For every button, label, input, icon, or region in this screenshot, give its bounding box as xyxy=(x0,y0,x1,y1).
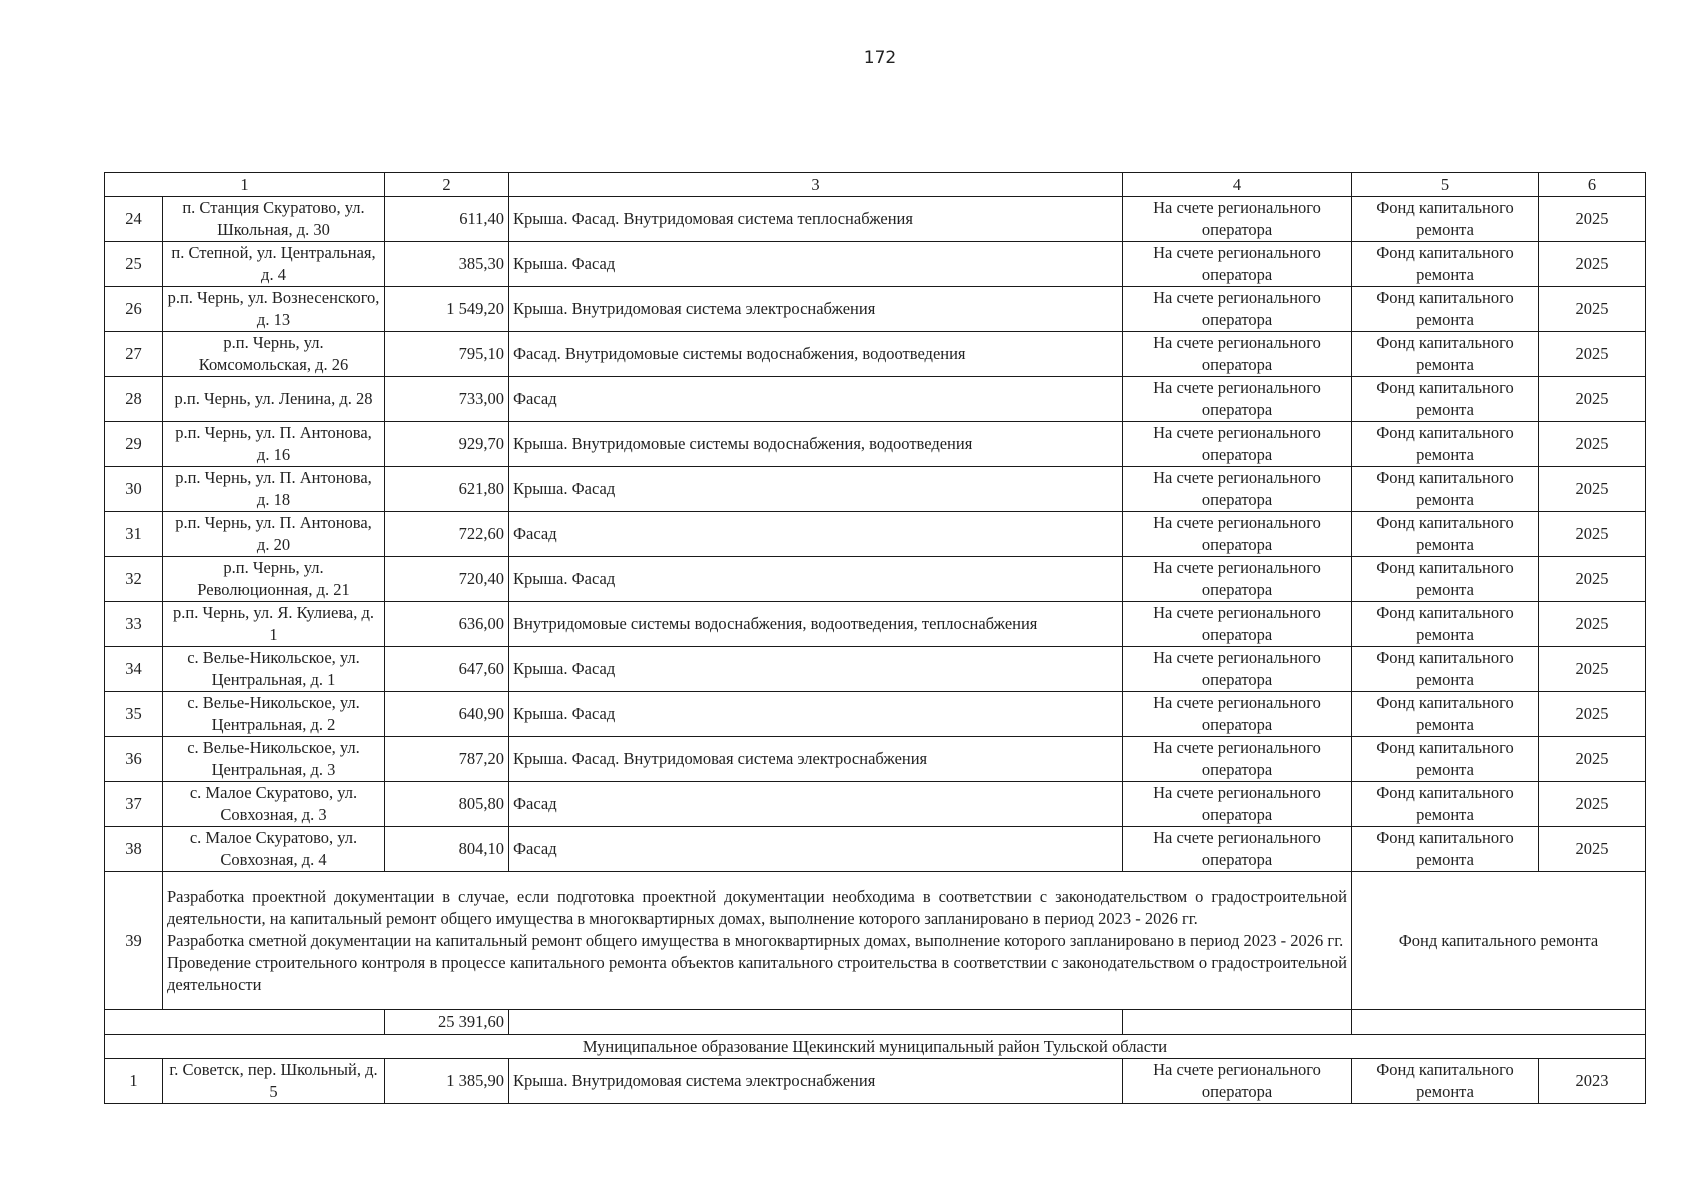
works-cell: Крыша. Фасад xyxy=(509,467,1123,512)
area-cell: 647,60 xyxy=(385,647,509,692)
row-number: 33 xyxy=(105,602,163,647)
area-cell: 640,90 xyxy=(385,692,509,737)
row-number: 32 xyxy=(105,557,163,602)
row-number: 27 xyxy=(105,332,163,377)
area-cell: 733,00 xyxy=(385,377,509,422)
table-row-39 xyxy=(105,872,1646,1010)
account-cell: На счете регионального оператора xyxy=(1123,422,1352,467)
table-row xyxy=(105,197,1646,242)
funding-source-cell: Фонд капитального ремонта xyxy=(1352,422,1539,467)
column-header-2: 2 xyxy=(385,173,509,197)
year-cell: 2025 xyxy=(1539,467,1646,512)
area-cell: 385,30 xyxy=(385,242,509,287)
year-cell: 2025 xyxy=(1539,647,1646,692)
description-paragraph: Разработка сметной документации на капитальный ремонт общего имущества в многоквартирных домах, выполнение которого запланировано в период 2023 - 2026 гг. xyxy=(167,930,1344,950)
account-cell: На счете регионального оператора xyxy=(1123,647,1352,692)
row-number: 31 xyxy=(105,512,163,557)
account-cell: На счете регионального оператора xyxy=(1123,1059,1352,1104)
account-cell: На счете регионального оператора xyxy=(1123,332,1352,377)
column-header-1: 1 xyxy=(105,173,385,197)
table-row xyxy=(105,692,1646,737)
table-row xyxy=(105,782,1646,827)
row-number: 28 xyxy=(105,377,163,422)
capital-repair-table xyxy=(104,172,1646,1104)
area-cell: 795,10 xyxy=(385,332,509,377)
address-cell: с. Малое Скуратово, ул. Совхозная, д. 3 xyxy=(163,782,385,827)
table-row xyxy=(105,827,1646,872)
funding-source-cell: Фонд капитального ремонта xyxy=(1352,332,1539,377)
funding-source-cell: Фонд капитального ремонта xyxy=(1352,602,1539,647)
empty-cell xyxy=(1123,1010,1352,1035)
description-paragraph: Проведение строительного контроля в процессе капитального ремонта объектов капитального строительства в соответствии с законодательством о градостроительной деятельности xyxy=(167,952,1347,994)
account-cell: На счете регионального оператора xyxy=(1123,827,1352,872)
address-cell: с. Велье-Никольское, ул. Центральная, д. 2 xyxy=(163,692,385,737)
table-row xyxy=(105,1059,1646,1104)
year-cell: 2025 xyxy=(1539,827,1646,872)
funding-source-cell: Фонд капитального ремонта xyxy=(1352,737,1539,782)
row-number: 30 xyxy=(105,467,163,512)
area-cell: 621,80 xyxy=(385,467,509,512)
works-cell: Крыша. Фасад. Внутридомовая система электроснабжения xyxy=(509,737,1123,782)
address-cell: р.п. Чернь, ул. Я. Кулиева, д. 1 xyxy=(163,602,385,647)
row-number: 1 xyxy=(105,1059,163,1104)
year-cell: 2023 xyxy=(1539,1059,1646,1104)
row-39-description xyxy=(163,872,1352,1010)
area-cell: 636,00 xyxy=(385,602,509,647)
area-cell: 929,70 xyxy=(385,422,509,467)
funding-source-cell: Фонд капитального ремонта xyxy=(1352,692,1539,737)
works-cell: Крыша. Внутридомовые системы водоснабжения, водоотведения xyxy=(509,422,1123,467)
empty-cell xyxy=(509,1010,1123,1035)
table-row xyxy=(105,512,1646,557)
area-cell: 722,60 xyxy=(385,512,509,557)
column-number-row xyxy=(105,173,1646,197)
address-cell: р.п. Чернь, ул. Вознесенского, д. 13 xyxy=(163,287,385,332)
funding-source-cell: Фонд капитального ремонта xyxy=(1352,827,1539,872)
row-number: 34 xyxy=(105,647,163,692)
column-header-5: 5 xyxy=(1352,173,1539,197)
year-cell: 2025 xyxy=(1539,737,1646,782)
works-cell: Фасад. Внутридомовые системы водоснабжения, водоотведения xyxy=(509,332,1123,377)
account-cell: На счете регионального оператора xyxy=(1123,737,1352,782)
address-cell: р.п. Чернь, ул. Ленина, д. 28 xyxy=(163,377,385,422)
address-cell: р.п. Чернь, ул. П. Антонова, д. 18 xyxy=(163,467,385,512)
table-row xyxy=(105,242,1646,287)
address-cell: п. Станция Скуратово, ул. Школьная, д. 30 xyxy=(163,197,385,242)
funding-source-cell: Фонд капитального ремонта xyxy=(1352,377,1539,422)
table-row xyxy=(105,647,1646,692)
year-cell: 2025 xyxy=(1539,557,1646,602)
row-number: 29 xyxy=(105,422,163,467)
row-number: 26 xyxy=(105,287,163,332)
works-cell: Внутридомовые системы водоснабжения, водоотведения, теплоснабжения xyxy=(509,602,1123,647)
year-cell: 2025 xyxy=(1539,332,1646,377)
account-cell: На счете регионального оператора xyxy=(1123,782,1352,827)
area-cell: 720,40 xyxy=(385,557,509,602)
works-cell: Крыша. Внутридомовая система электроснабжения xyxy=(509,287,1123,332)
total-row xyxy=(105,1010,1646,1035)
table-row xyxy=(105,332,1646,377)
row-number: 38 xyxy=(105,827,163,872)
row-number: 25 xyxy=(105,242,163,287)
year-cell: 2025 xyxy=(1539,692,1646,737)
funding-source-cell: Фонд капитального ремонта xyxy=(1352,467,1539,512)
funding-source-cell: Фонд капитального ремонта xyxy=(1352,242,1539,287)
account-cell: На счете регионального оператора xyxy=(1123,377,1352,422)
year-cell: 2025 xyxy=(1539,377,1646,422)
account-cell: На счете регионального оператора xyxy=(1123,242,1352,287)
works-cell: Крыша. Фасад xyxy=(509,557,1123,602)
area-cell: 611,40 xyxy=(385,197,509,242)
empty-cell xyxy=(1352,1010,1646,1035)
works-cell: Фасад xyxy=(509,377,1123,422)
account-cell: На счете регионального оператора xyxy=(1123,287,1352,332)
row-number: 35 xyxy=(105,692,163,737)
area-cell: 787,20 xyxy=(385,737,509,782)
table-row xyxy=(105,287,1646,332)
address-cell: р.п. Чернь, ул. П. Антонова, д. 16 xyxy=(163,422,385,467)
funding-source-cell: Фонд капитального ремонта xyxy=(1352,287,1539,332)
area-cell: 1 385,90 xyxy=(385,1059,509,1104)
total-area-cell: 25 391,60 xyxy=(385,1010,509,1035)
works-cell: Фасад xyxy=(509,827,1123,872)
address-cell: с. Малое Скуратово, ул. Совхозная, д. 4 xyxy=(163,827,385,872)
address-cell: с. Велье-Никольское, ул. Центральная, д. 1 xyxy=(163,647,385,692)
section-title: Муниципальное образование Щекинский муниципальный район Тульской области xyxy=(105,1035,1646,1059)
account-cell: На счете регионального оператора xyxy=(1123,602,1352,647)
table-row xyxy=(105,737,1646,782)
address-cell: р.п. Чернь, ул. Революционная, д. 21 xyxy=(163,557,385,602)
table-row xyxy=(105,557,1646,602)
address-cell: с. Велье-Никольское, ул. Центральная, д. 3 xyxy=(163,737,385,782)
year-cell: 2025 xyxy=(1539,602,1646,647)
year-cell: 2025 xyxy=(1539,287,1646,332)
works-cell: Фасад xyxy=(509,782,1123,827)
address-cell: п. Степной, ул. Центральная, д. 4 xyxy=(163,242,385,287)
row-number: 37 xyxy=(105,782,163,827)
funding-source-cell: Фонд капитального ремонта xyxy=(1352,557,1539,602)
works-cell: Крыша. Фасад xyxy=(509,647,1123,692)
funding-source-cell: Фонд капитального ремонта xyxy=(1352,512,1539,557)
description-paragraph: Разработка проектной документации в случае, если подготовка проектной документации необходима в соответствии с законодательством о градостроительной деятельности, на капитальный ремонт общего имущества в многоквартирных домах, выполнение которого запланировано в период 2023 - 2026 гг. xyxy=(167,886,1347,928)
account-cell: На счете регионального оператора xyxy=(1123,692,1352,737)
year-cell: 2025 xyxy=(1539,197,1646,242)
table-row xyxy=(105,422,1646,467)
funding-source-cell: Фонд капитального ремонта xyxy=(1352,872,1646,1010)
works-cell: Фасад xyxy=(509,512,1123,557)
row-number: 39 xyxy=(105,872,163,1010)
address-cell: р.п. Чернь, ул. Комсомольская, д. 26 xyxy=(163,332,385,377)
row-number: 36 xyxy=(105,737,163,782)
account-cell: На счете регионального оператора xyxy=(1123,512,1352,557)
area-cell: 1 549,20 xyxy=(385,287,509,332)
empty-cell xyxy=(105,1010,385,1035)
table-row xyxy=(105,467,1646,512)
year-cell: 2025 xyxy=(1539,242,1646,287)
works-cell: Крыша. Фасад xyxy=(509,692,1123,737)
account-cell: На счете регионального оператора xyxy=(1123,557,1352,602)
funding-source-cell: Фонд капитального ремонта xyxy=(1352,647,1539,692)
year-cell: 2025 xyxy=(1539,512,1646,557)
row-number: 24 xyxy=(105,197,163,242)
area-cell: 805,80 xyxy=(385,782,509,827)
works-cell: Крыша. Фасад. Внутридомовая система теплоснабжения xyxy=(509,197,1123,242)
section-heading-row xyxy=(105,1035,1646,1059)
year-cell: 2025 xyxy=(1539,782,1646,827)
area-cell: 804,10 xyxy=(385,827,509,872)
year-cell: 2025 xyxy=(1539,422,1646,467)
account-cell: На счете регионального оператора xyxy=(1123,197,1352,242)
page-number: 172 xyxy=(863,48,897,68)
table-row xyxy=(105,377,1646,422)
works-cell: Крыша. Внутридомовая система электроснабжения xyxy=(509,1059,1123,1104)
funding-source-cell: Фонд капитального ремонта xyxy=(1352,197,1539,242)
column-header-3: 3 xyxy=(509,173,1123,197)
works-cell: Крыша. Фасад xyxy=(509,242,1123,287)
funding-source-cell: Фонд капитального ремонта xyxy=(1352,1059,1539,1104)
account-cell: На счете регионального оператора xyxy=(1123,467,1352,512)
address-cell: р.п. Чернь, ул. П. Антонова, д. 20 xyxy=(163,512,385,557)
address-cell: г. Советск, пер. Школьный, д. 5 xyxy=(163,1059,385,1104)
column-header-4: 4 xyxy=(1123,173,1352,197)
column-header-6: 6 xyxy=(1539,173,1646,197)
table-row xyxy=(105,602,1646,647)
funding-source-cell: Фонд капитального ремонта xyxy=(1352,782,1539,827)
